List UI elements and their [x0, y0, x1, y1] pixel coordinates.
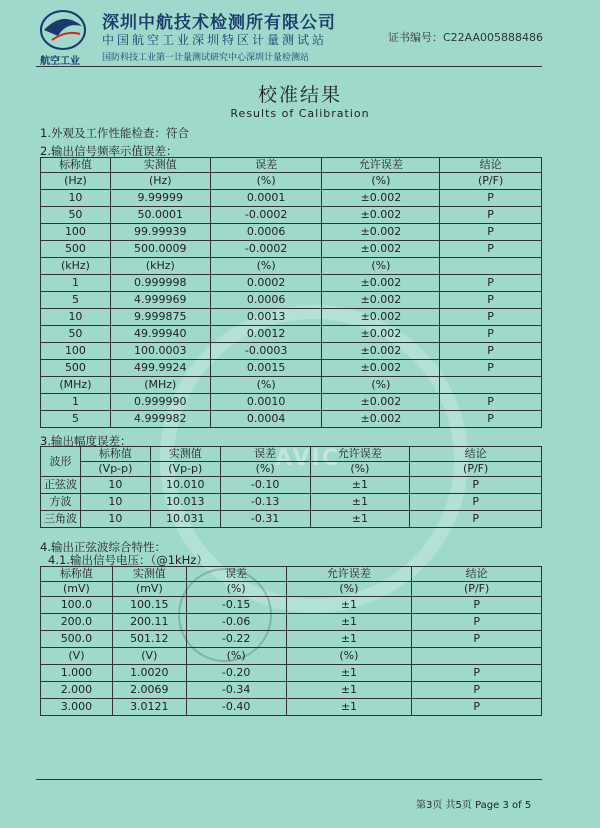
page-title: 校准结果 [257, 84, 342, 106]
table-cell: 0.0010 [210, 394, 322, 411]
table-cell: ±1 [310, 511, 410, 528]
table-cell: (%) [210, 377, 322, 394]
table-cell: P [440, 343, 542, 360]
table-cell: 1 [41, 394, 111, 411]
header-cell: 实测值 [110, 158, 210, 173]
table-cell: -0.13 [220, 494, 310, 511]
table-row [41, 631, 542, 648]
table-cell: ±1 [286, 699, 412, 716]
table-cell: (%) [322, 377, 440, 394]
table-row [41, 207, 542, 224]
table-cell: 200.0 [41, 614, 113, 631]
table-cell: P [410, 494, 542, 511]
table-cell: ±1 [286, 631, 412, 648]
table-cell: P [440, 326, 542, 343]
table-cell: 200.11 [112, 614, 186, 631]
table-cell: 0.0006 [210, 292, 322, 309]
header-cell: (%) [186, 582, 286, 597]
table-cell: 10 [41, 309, 111, 326]
footer-divider [36, 779, 542, 780]
table-cell: 0.0001 [210, 190, 322, 207]
table-cell: 100.0 [41, 597, 113, 614]
table-row [41, 190, 542, 207]
table-cell: 10 [41, 190, 111, 207]
table-row [41, 477, 542, 494]
table-cell [412, 648, 542, 665]
table-cell: 99.99939 [110, 224, 210, 241]
table-cell: 100 [41, 224, 111, 241]
table-cell: 10.010 [150, 477, 220, 494]
table-cell: 3.0121 [112, 699, 186, 716]
table-cell: ±0.002 [322, 394, 440, 411]
company-subtitle-2: 国防科技工业第一计量测试研究中心深圳计量检测站 [102, 53, 310, 63]
table-cell: ±0.002 [322, 292, 440, 309]
table-cell: P [440, 394, 542, 411]
table-cell: P [412, 597, 542, 614]
table-cell: ±1 [310, 494, 410, 511]
table-row [41, 173, 542, 190]
voltage-output-table [40, 566, 542, 716]
table-cell: (kHz) [110, 258, 210, 275]
table-cell: (%) [186, 648, 286, 665]
table-cell: 500 [41, 360, 111, 377]
table-cell: P [412, 614, 542, 631]
header-cell: 波形 [41, 447, 81, 477]
table-cell: P [440, 241, 542, 258]
table-cell: -0.20 [186, 665, 286, 682]
table-cell: -0.31 [220, 511, 310, 528]
header-cell: (mV) [41, 582, 113, 597]
table-cell: P [410, 477, 542, 494]
table-cell: P [440, 292, 542, 309]
table-cell: P [412, 665, 542, 682]
table-cell: (MHz) [110, 377, 210, 394]
table-cell [440, 377, 542, 394]
table-cell: 500.0009 [110, 241, 210, 258]
table-cell: P [412, 631, 542, 648]
table-cell: 1 [41, 275, 111, 292]
table-cell: 499.9924 [110, 360, 210, 377]
table-header-row [41, 447, 542, 462]
table-cell: 2.000 [41, 682, 113, 699]
table-cell: ±0.002 [322, 411, 440, 428]
table-cell: ±0.002 [322, 241, 440, 258]
table-cell: 1.000 [41, 665, 113, 682]
table-cell: 5 [41, 411, 111, 428]
header-cell: (%) [286, 582, 412, 597]
table-cell: P [440, 309, 542, 326]
table-row [41, 511, 542, 528]
table-cell: P [440, 411, 542, 428]
table-cell: 0.0002 [210, 275, 322, 292]
avic-logo-icon [38, 6, 88, 52]
table-cell: 10 [80, 511, 150, 528]
header-cell: 实测值 [150, 447, 220, 462]
table-cell: ±0.002 [322, 343, 440, 360]
table-cell: (kHz) [41, 258, 111, 275]
table-cell: 2.0069 [112, 682, 186, 699]
section-2-heading: 2.输出信号频率示值误差： [40, 144, 178, 158]
table-cell: 500.0 [41, 631, 113, 648]
table-row [41, 309, 542, 326]
table-cell: ±0.002 [322, 360, 440, 377]
header-cell: 误差 [210, 158, 322, 173]
table-cell: -0.0002 [210, 241, 322, 258]
frequency-error-table [40, 157, 542, 428]
header-cell: 允许误差 [322, 158, 440, 173]
header-cell: 结论 [412, 567, 542, 582]
table-cell: P [412, 682, 542, 699]
table-cell: 50 [41, 207, 111, 224]
header-cell: (P/F) [410, 462, 542, 477]
header-cell: (%) [310, 462, 410, 477]
table-cell: P [410, 511, 542, 528]
table-cell: 10 [80, 494, 150, 511]
logo-caption: 航空工业 [40, 56, 80, 67]
section-4-1-heading: 4.1.输出信号电压：（@1kHz） [48, 553, 208, 567]
table-row [41, 411, 542, 428]
table-cell: 三角波 [41, 511, 81, 528]
table-cell: 49.99940 [110, 326, 210, 343]
table-row [41, 343, 542, 360]
table-row [41, 377, 542, 394]
table-cell [440, 258, 542, 275]
table-cell: 1.0020 [112, 665, 186, 682]
table-cell: (Hz) [41, 173, 111, 190]
table-cell: -0.06 [186, 614, 286, 631]
table-cell: -0.15 [186, 597, 286, 614]
header-cell: (mV) [112, 582, 186, 597]
table-cell: 方波 [41, 494, 81, 511]
table-cell: (%) [210, 258, 322, 275]
table-row [41, 699, 542, 716]
table-cell: P [440, 190, 542, 207]
table-cell: 9.99999 [110, 190, 210, 207]
table-cell: 50 [41, 326, 111, 343]
table-cell: 100.15 [112, 597, 186, 614]
header-cell: (Vp-p) [150, 462, 220, 477]
table-header-row [41, 582, 542, 597]
table-cell: ±1 [286, 614, 412, 631]
table-row [41, 258, 542, 275]
header-cell: (Vp-p) [80, 462, 150, 477]
table-cell: ±0.002 [322, 275, 440, 292]
table-cell: 10.031 [150, 511, 220, 528]
table-cell: 500 [41, 241, 111, 258]
table-row [41, 292, 542, 309]
table-cell: P [440, 207, 542, 224]
company-subtitle-1: 中国航空工业深圳特区计量测试站 [102, 33, 328, 47]
table-cell: (V) [41, 648, 113, 665]
table-row [41, 241, 542, 258]
table-cell: 100 [41, 343, 111, 360]
table-cell: 3.000 [41, 699, 113, 716]
header-cell: 实测值 [112, 567, 186, 582]
table-cell: 10 [80, 477, 150, 494]
table-cell: 正弦波 [41, 477, 81, 494]
table-cell: 0.0004 [210, 411, 322, 428]
table-cell: 0.0013 [210, 309, 322, 326]
table-row [41, 360, 542, 377]
certificate-number: 证书编号：C22AA005888486 [388, 31, 544, 44]
table-cell: P [440, 224, 542, 241]
header-cell: 误差 [186, 567, 286, 582]
header-cell: (%) [220, 462, 310, 477]
page-number: 第3页 共5页 Page 3 of 5 [416, 800, 532, 811]
table-cell: ±1 [286, 682, 412, 699]
table-row [41, 326, 542, 343]
table-cell: P [412, 699, 542, 716]
table-cell: -0.0002 [210, 207, 322, 224]
table-cell: 10.013 [150, 494, 220, 511]
table-row [41, 597, 542, 614]
table-cell: 50.0001 [110, 207, 210, 224]
table-row [41, 394, 542, 411]
table-cell: (%) [322, 173, 440, 190]
table-cell: 9.999875 [110, 309, 210, 326]
table-cell: (Hz) [110, 173, 210, 190]
amplitude-error-table [40, 446, 542, 528]
table-cell: 0.0006 [210, 224, 322, 241]
table-cell: 0.0015 [210, 360, 322, 377]
table-row [41, 665, 542, 682]
header-cell: 结论 [440, 158, 542, 173]
table-cell: 501.12 [112, 631, 186, 648]
table-cell: (MHz) [41, 377, 111, 394]
page-subtitle: Results of Calibration [230, 107, 370, 120]
table-cell: (%) [322, 258, 440, 275]
header-cell: 允许误差 [310, 447, 410, 462]
table-cell: ±0.002 [322, 190, 440, 207]
table-cell: 100.0003 [110, 343, 210, 360]
table-cell: 5 [41, 292, 111, 309]
table-row [41, 224, 542, 241]
table-header-row [41, 158, 542, 173]
header-cell: 标称值 [41, 158, 111, 173]
header-cell: 允许误差 [286, 567, 412, 582]
table-cell: P [440, 275, 542, 292]
header-cell: 结论 [410, 447, 542, 462]
table-cell: P [440, 360, 542, 377]
header-divider [36, 66, 542, 67]
table-cell: (%) [210, 173, 322, 190]
table-cell: -0.34 [186, 682, 286, 699]
section-3-heading: 3.输出幅度误差： [40, 434, 132, 448]
table-header-row [41, 462, 542, 477]
table-cell: -0.10 [220, 477, 310, 494]
header-cell: 误差 [220, 447, 310, 462]
table-row [41, 614, 542, 631]
table-cell: (V) [112, 648, 186, 665]
table-cell: ±1 [310, 477, 410, 494]
table-cell: ±0.002 [322, 309, 440, 326]
table-cell: 0.999998 [110, 275, 210, 292]
table-cell: ±1 [286, 665, 412, 682]
section-4-heading: 4.输出正弦波综合特性： [40, 540, 166, 554]
watermark-text: AVIC [275, 446, 340, 471]
table-row [41, 275, 542, 292]
section-1-heading: 1.外观及工作性能检查：符合 [40, 126, 189, 140]
table-cell: -0.22 [186, 631, 286, 648]
table-cell: 0.999990 [110, 394, 210, 411]
table-cell: -0.0003 [210, 343, 322, 360]
table-cell: -0.40 [186, 699, 286, 716]
table-cell: ±1 [286, 597, 412, 614]
header-cell: (P/F) [412, 582, 542, 597]
header-cell: 标称值 [41, 567, 113, 582]
table-cell: (P/F) [440, 173, 542, 190]
table-cell: ±0.002 [322, 207, 440, 224]
table-cell: ±0.002 [322, 326, 440, 343]
company-name: 深圳中航技术检测所有限公司 [102, 13, 336, 33]
table-cell: 4.999969 [110, 292, 210, 309]
table-cell: (%) [286, 648, 412, 665]
table-cell: ±0.002 [322, 224, 440, 241]
table-row [41, 648, 542, 665]
table-row [41, 494, 542, 511]
table-header-row [41, 567, 542, 582]
table-cell: 4.999982 [110, 411, 210, 428]
table-row [41, 682, 542, 699]
table-cell: 0.0012 [210, 326, 322, 343]
header-cell: 标称值 [80, 447, 150, 462]
